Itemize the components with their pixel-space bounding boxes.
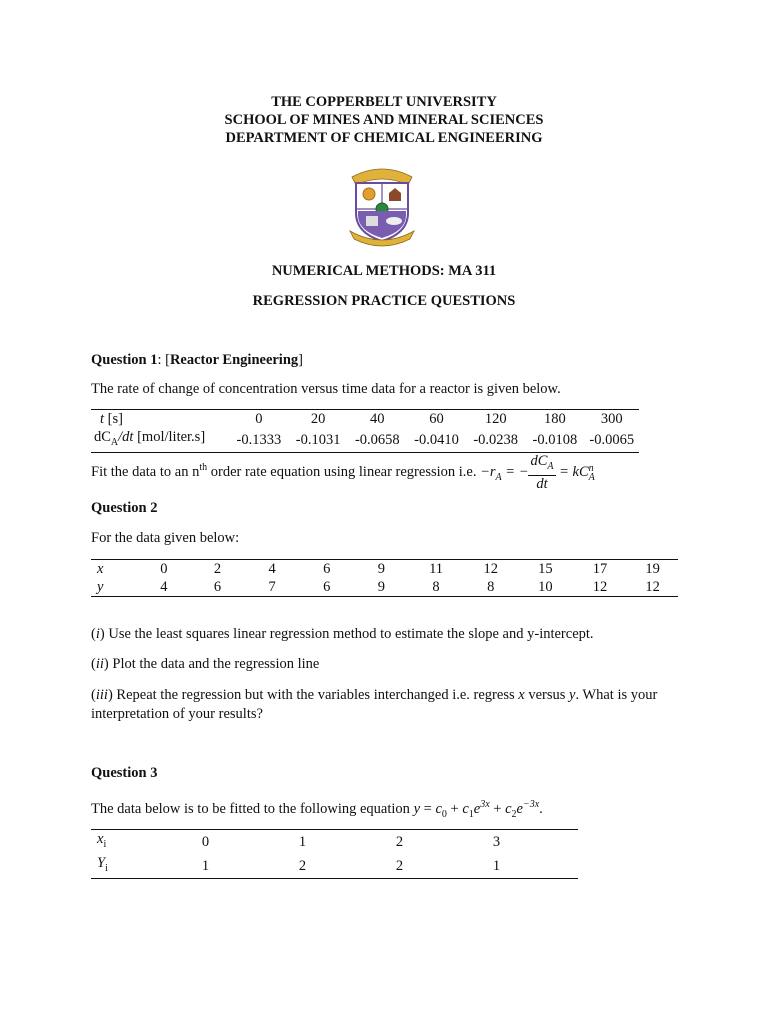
table-row bbox=[91, 560, 678, 579]
course-title: NUMERICAL METHODS: MA 311 bbox=[271, 263, 497, 279]
q2-part-2: (ii) Plot the data and the regression line bbox=[91, 656, 320, 672]
university-name: THE COPPERBELT UNIVERSITY bbox=[271, 94, 497, 110]
q2-y-cell: 6 bbox=[213, 579, 222, 595]
q2-x-cell: 17 bbox=[592, 561, 608, 577]
rate-equation: $-r_A$ = − $\frac{dC_A}{dt}$ = kC n A bbox=[480, 453, 595, 492]
q2-intro: For the data given below: bbox=[91, 530, 240, 546]
q1-rate-cell: -0.0065 bbox=[589, 431, 635, 448]
q1-heading-close: ] bbox=[298, 352, 303, 368]
q2-data-table bbox=[91, 559, 678, 597]
q3-x-cell: 3 bbox=[492, 833, 501, 850]
q1-t-cell: 120 bbox=[484, 411, 507, 427]
q3-y-cell: 1 bbox=[201, 857, 210, 874]
q2-x-cell: 4 bbox=[268, 561, 276, 577]
q1-heading-sep: : [ bbox=[157, 352, 170, 368]
q2-y-cell: 10 bbox=[538, 579, 553, 595]
q2-y-cell: 7 bbox=[268, 579, 276, 595]
q1-t-cell: 180 bbox=[544, 411, 566, 427]
table-row bbox=[91, 854, 578, 878]
q3-x-cell: 0 bbox=[201, 833, 210, 850]
q3-y-cell: 2 bbox=[298, 857, 307, 874]
q3-spacer-cell bbox=[545, 854, 578, 878]
q1-row2-label: $dC_A/dt$ [mol/liter.s] bbox=[94, 429, 206, 448]
q2-x-cell: 2 bbox=[213, 561, 222, 577]
q2-part-3-line2: interpretation of your results? bbox=[91, 706, 263, 722]
q1-rate-cell: -0.0108 bbox=[532, 431, 578, 448]
q1-t-cell: 0 bbox=[255, 411, 263, 427]
q3-x-cell: 2 bbox=[395, 833, 404, 850]
q2-x-cell: 0 bbox=[160, 561, 168, 577]
q2-heading: Question 2 bbox=[91, 500, 158, 516]
q1-row1-label: t [s] bbox=[100, 411, 123, 427]
q1-t-cell: 40 bbox=[370, 411, 385, 427]
q2-x-cell: 15 bbox=[538, 561, 553, 577]
q1-heading bbox=[91, 350, 691, 370]
q2-x-cell: 12 bbox=[483, 561, 498, 577]
q3-x-label: $x_i$ bbox=[97, 831, 107, 850]
q1-fit-instruction: Fit the data to an $n^{th}$ order rate equation using linear regression i.e. $-r_A$ = − $\frac{dC_A}{dt}$ = kC n A bbox=[91, 453, 595, 492]
q3-spacer-cell bbox=[545, 830, 578, 854]
q2-y-cell: 8 bbox=[487, 579, 495, 595]
q1-rate-cell: -0.0410 bbox=[414, 431, 459, 448]
q1-topic: Reactor Engineering bbox=[169, 352, 299, 368]
q3-y-cell: 2 bbox=[395, 857, 404, 874]
q2-x-label: x bbox=[97, 561, 104, 577]
q1-heading-label: Question 1 bbox=[91, 352, 158, 368]
rate-fraction: $\frac{dC_A}{dt}$ bbox=[530, 453, 554, 492]
q1-rate-cell: -0.0238 bbox=[473, 431, 519, 448]
university-crest-icon bbox=[344, 163, 420, 247]
q3-model-equation: $y = c_0 + c_1e^{3x} + c_2e^{-3x}$ bbox=[413, 799, 540, 820]
department-name: DEPARTMENT OF CHEMICAL ENGINEERING bbox=[225, 130, 543, 146]
q2-y-cell: 12 bbox=[645, 579, 660, 595]
q3-intro: The data below is to be fitted to the following equation $y = c_0 + c_1e^{3x} + c_2e^{-3x}$. bbox=[91, 799, 543, 820]
q2-y-cell: 9 bbox=[377, 579, 386, 595]
q2-y-cell: 6 bbox=[323, 579, 331, 595]
school-name: SCHOOL OF MINES AND MINERAL SCIENCES bbox=[224, 112, 544, 128]
table-row bbox=[91, 410, 639, 429]
q2-y-cell: 12 bbox=[592, 579, 608, 595]
q1-rate-cell: -0.0658 bbox=[354, 431, 400, 448]
q2-y-cell: 4 bbox=[160, 579, 168, 595]
q1-t-cell: 300 bbox=[600, 411, 623, 427]
q2-x-cell: 11 bbox=[429, 561, 444, 577]
q2-y-cell: 8 bbox=[432, 579, 440, 595]
q1-rate-cell: -0.1333 bbox=[236, 431, 282, 448]
q1-t-cell: 60 bbox=[429, 411, 444, 427]
q1-t-cell: 20 bbox=[310, 411, 326, 427]
q3-data-table bbox=[91, 829, 578, 879]
q1-intro: The rate of change of concentration versus time data for a reactor is given below. bbox=[91, 381, 561, 397]
q3-y-cell: 1 bbox=[492, 857, 501, 874]
q1-rate-cell: -0.1031 bbox=[295, 431, 341, 448]
q3-y-label: $Y_i$ bbox=[97, 854, 108, 874]
q2-x-cell: 6 bbox=[323, 561, 331, 577]
table-row bbox=[91, 578, 678, 597]
q2-part-3: (iii) Repeat the regression but with the variables interchanged i.e. regress x versus y. What is your bbox=[91, 687, 658, 703]
q1-data-table bbox=[91, 409, 639, 453]
q2-x-cell: 9 bbox=[377, 561, 386, 577]
q3-heading: Question 3 bbox=[91, 765, 158, 781]
q2-part-1: (i) Use the least squares linear regression method to estimate the slope and y-intercept. bbox=[91, 626, 594, 642]
table-row bbox=[91, 830, 578, 854]
q2-y-label: y bbox=[97, 579, 104, 595]
course-subtitle: REGRESSION PRACTICE QUESTIONS bbox=[252, 293, 516, 309]
q2-x-cell: 19 bbox=[645, 561, 660, 577]
q3-x-cell: 1 bbox=[298, 833, 307, 850]
